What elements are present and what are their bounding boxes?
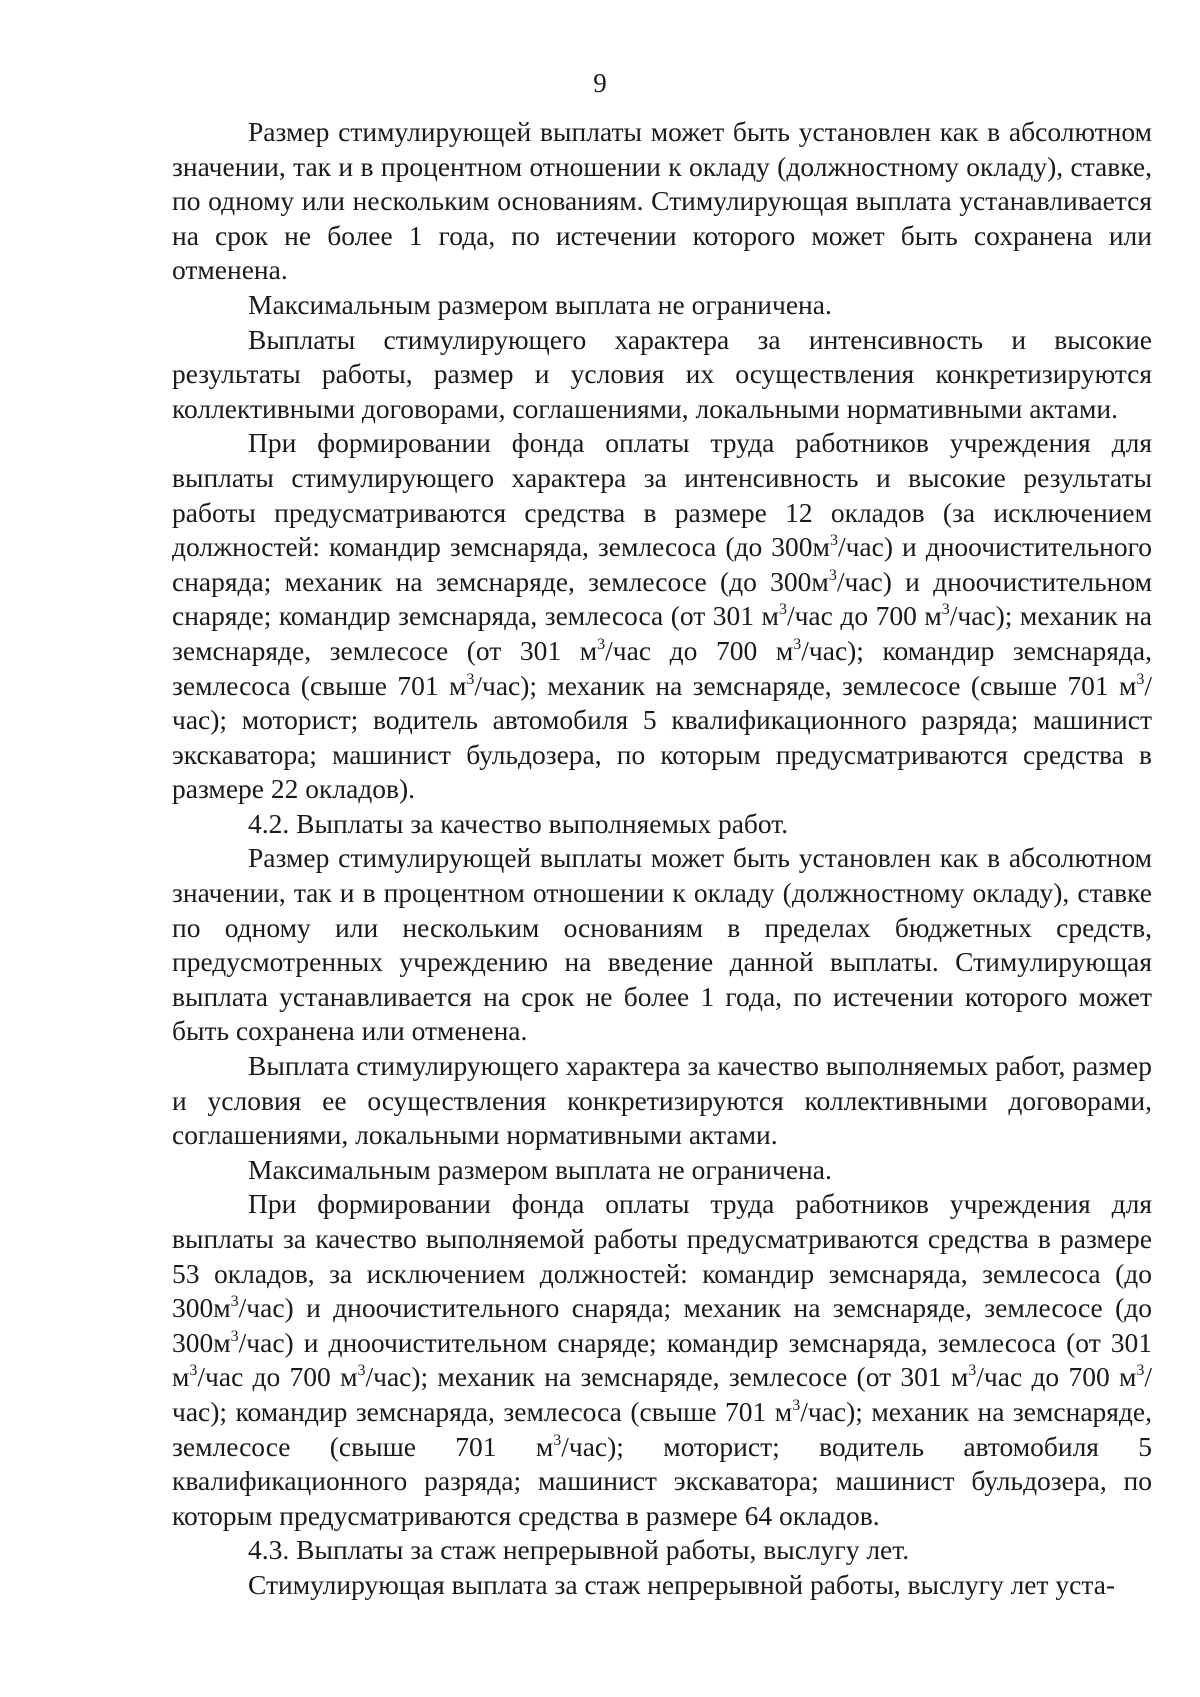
paragraph-payment-size: Размер стимулирующей выплаты может быть установлен как в абсолютном значении, так и в процентном отношении к окладу (должностному окладу), ставке, по одному или нескольким основаниям. Стимулирующая выплата устанавливается на срок не более 1 года, по истечении которого может быть сохранена или отменена. — [172, 116, 1152, 286]
section-heading-4-3: 4.3. Выплаты за стаж непрерывной работы, выслугу лет. — [248, 1534, 910, 1566]
paragraph-quality-payment-conditions: Выплата стимулирующего характера за качество выполняемых работ, размер и условия ее осуществления конкретизируются коллективными договорами, соглашениями, локальными нормативными актами. — [172, 1050, 1152, 1151]
page-number: 9 — [593, 68, 607, 98]
paragraph-max-size: Максимальным размером выплата не ограничена. — [248, 288, 832, 320]
paragraph-seniority-payment: Стимулирующая выплата за стаж непрерывной работы, выслугу лет уста- — [248, 1568, 1116, 1600]
document-body — [172, 115, 1152, 1603]
paragraph-intensity-fund: При формировании фонда оплаты труда работников учреждения для выплаты стимулирующего характера за интенсивность и высокие результаты работы предусматриваются средства в размере 12 окладов (за исключением должностей: командир земснаряда, землесоса (до $300м^3/час$) и дноочистительного снаряда; механик на земснаряде, землесосе (до $300м^3/час$) и дноочистительном снаряде; командир земснаряда, землесоса (от 301 $м^3$/час до 700 $м^3/час$); механик на земснаряде, землесосе (от 301 $м^3$/час до 700 $м^3/час$); командир земснаряда, землесоса (свыше 701 $м^3/час$); механик на земснаряде, землесосе (свыше 701 $м^3/час$); моторист; водитель автомобиля 5 квалификационного разряда; машинист экскаватора; машинист бульдозера, по которым предусматриваются средства в размере 22 окладов). — [172, 427, 1153, 805]
paragraph-intensity-payments: Выплаты стимулирующего характера за интенсивность и высокие результаты работы, размер и условия их осуществления конкретизируются коллективными договорами, соглашениями, локальными нормативными актами. — [172, 323, 1152, 424]
section-heading-4-2: 4.2. Выплаты за качество выполняемых работ. — [248, 807, 789, 839]
paragraph-quality-max-size: Максимальным размером выплата не ограничена. — [248, 1153, 832, 1185]
paragraph-quality-fund: При формировании фонда оплаты труда работников учреждения для выплаты за качество выполняемой работы предусматриваются средства в размере 53 окладов, за исключением должностей: командир земснаряда, землесоса (до $300м^3/час$) и дноочистительного снаряда; механик на земснаряде, землесосе (до $300м^3/час$) и дноочистительном снаряде; командир земснаряда, землесоса (от 301 $м^3$/час до 700 $м^3/час$); механик на земснаряде, землесосе (от 301 $м^3$/час до 700 $м^3/час$); командир земснаряда, землесоса (свыше 701 $м^3/час$); механик на земснаряде, землесосе (свыше 701 $м^3/час$); моторист; водитель автомобиля 5 квалификационного разряда; машинист экскаватора; машинист бульдозера, по которым предусматриваются средства в размере 64 окладов. — [172, 1188, 1152, 1531]
paragraph-quality-payment-size: Размер стимулирующей выплаты может быть установлен как в абсолютном значении, так и в процентном отношении к окладу (должностному окладу), ставке по одному или нескольким основаниям в пределах бюджетных средств, предусмотренных учреждению на введение данной выплаты. Стимулирующая выплата устанавливается на срок не более 1 года, по истечении которого может быть сохранена или отменена. — [172, 842, 1152, 1047]
